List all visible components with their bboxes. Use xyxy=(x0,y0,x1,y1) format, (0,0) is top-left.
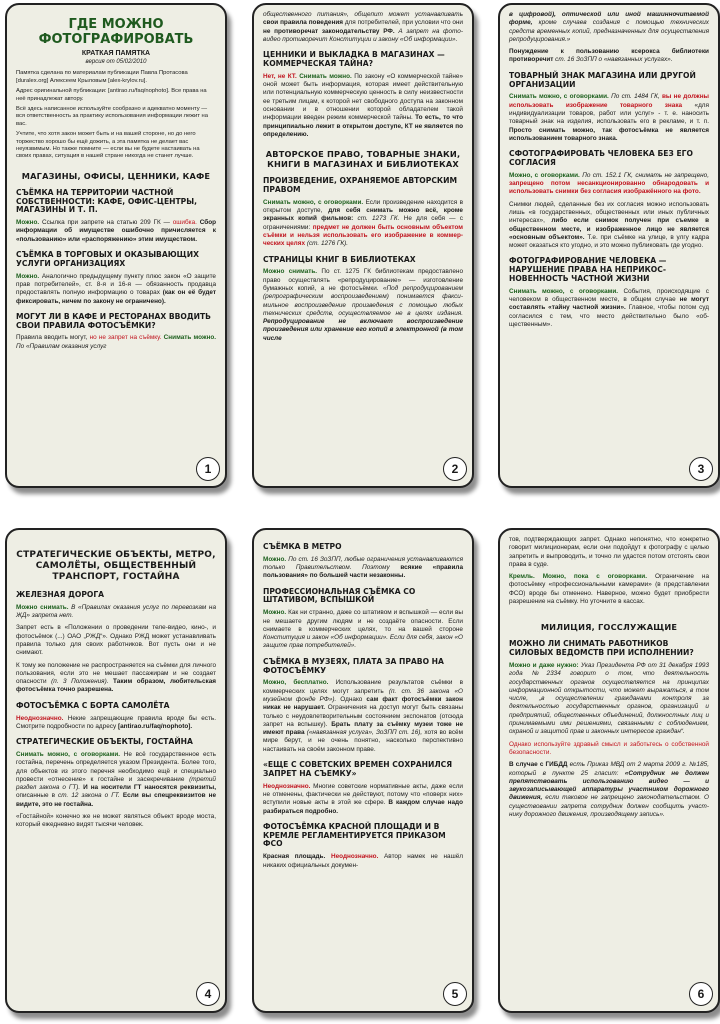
topic-text: Красная площадь. Неоднозначно. Автор намек не нашёл никаких официальных докумен- xyxy=(263,853,463,869)
topic-heading: СЪЁМКА В МЕТРО xyxy=(263,542,342,551)
topic-text: Запрет есть в «Положении о проведении теле-видео, кино-, и фотосъёмок (...) ОАО „РЖД“». Однако РЖД может устанавливать правила только для своих работников. Вот пусть они и не снимают. xyxy=(16,624,216,657)
topic-text: Можно. Как ни странно, даже со штативом и вспышкой — если вы не мешаете другим людям и не создаёте опасности. Если снимаете в коммерческих целях, то на вашей стороне Конституция и закон «Об информации». Если для себя, закон «О защите прав потребителей». xyxy=(263,609,464,650)
page-number: 5 xyxy=(443,982,467,1006)
card-2 xyxy=(252,3,474,488)
topic-heading: ЖЕЛЕЗНАЯ ДОРОГА xyxy=(16,590,105,599)
card-1 xyxy=(5,3,227,488)
topic-text: Можно. По ст. 16 ЗоЗПП, любые ограничения устанавливаются только Правительством. Поэтому всякие «правила пользования» по большей части незаконны. xyxy=(263,555,464,580)
page-number: 6 xyxy=(689,982,713,1006)
page-number: 2 xyxy=(443,457,467,481)
topic-heading: ФОТОГРАФИРОВАНИЕ ЧЕЛОВЕКА — НАРУШЕНИЕ ПРАВА НА НЕПРИКОСНОВЕННОСТЬ ЧАСТНОЙ ЖИЗНИ xyxy=(509,256,667,284)
topic-heading: ТОВАРНЫЙ ЗНАК МАГАЗИНА ИЛИ ДРУГОЙ ОРГАНИЗАЦИИ xyxy=(509,70,696,89)
topic-text: Можно. Аналогично предыдущему пункту плюс закон «О защите прав потребителей», ст. 8-я и 16-я — обязанность продавца предоставлять полную информацию о товарах (как он её будет фиксировать, ничем по закону не ограничено). xyxy=(16,272,216,305)
page-number: 4 xyxy=(196,982,220,1006)
topic-text: Снимки людей, сделанные без их согласия можно использовать лишь «в государственных, общественных или иных публичных интересах», либо если снимок получен при съемке в общественном месте, и изображенное лицо не является «основным объектом». Т.е. при съёмке на улице, в улгу кадра может оказаться кто угодно, и это можно публиковать где угодно. xyxy=(509,200,709,250)
topic-text: Правила вводить могут, но не запрет на съёмку. Снимать можно. По «Правилам оказания услуг xyxy=(16,334,217,350)
topic-text: Снимать можно, с оговорками. По ст. 1484 ГК, вы не должны использовать изображение товарного знака «для индивидуализации товаров, работ или услуг» - т. е. наносить товарный знак на изделия, использовать его в рекламе, и т. п. Просто снимать можно, так фотосъёмка не является использованием товарного знака. xyxy=(509,93,710,142)
memo-subtitle: КРАТКАЯ ПАМЯТКА xyxy=(81,50,151,57)
topic-text: Можно. Ссылка при запрете на статью 209 ГК — ошибка. Сбор информации об имуществе ошибочно причисляется к «пользованию» или «распоряжению» этим имуществом. xyxy=(16,219,217,243)
topic-text: Можно и даже нужно: Указ Президента РФ от 31 декабря 1993 года №2334 говорит о том, что деятельность государственных органов осуществляется на принципах информационной открытости, что может выражаться, в том числе, „в осуществлении гражданами контроля за деятельностью государственных органов, организаций и предприятий, общественных объединений, должностных лиц и принимаемыми ими решениями, связанными с соблюдением, охраной и защитой прав и законных интересов граждан“. xyxy=(509,661,710,736)
intro-paragraph: Памятка сделана по материалам публикации Павла Протасова [duralex.org] Алексеем Крыловым [alex-krylov.ru]. xyxy=(16,70,188,84)
intro-paragraph: Учтите, что хотя закон может быть и на вашей стороне, но до него торжество хорошо бы ещё дожить, а эта памятка не делает вас неуязвимым. Но также помните — если вы не будете настаивать на своих правах, ситуация в нашей стране никогда не станет лучше. xyxy=(16,131,200,160)
card-5 xyxy=(252,528,474,1013)
topic-text: тов, подтверждающих запрет. Однако непонятно, что конкретно говорит милиционерам, если они подойдут к фотографу с целью запретить и выпроводить, и точно ли удастся потом отстоять свои права в суде. xyxy=(509,536,709,568)
memo-title: ГДЕ МОЖНО ФОТОГРАФИРОВАТЬ xyxy=(38,17,194,47)
topic-heading: ЦЕННИКИ И ВЫКЛАДКА В МАГАЗИНАХ — КОММЕРЧЕСКАЯ ТАЙНА? xyxy=(263,50,445,68)
topic-text: Можно, бесплатно. Использование результатов съёмки в коммерческих целях могут запретить (п. ст. 36 закона «О музейном фонде РФ»). Однако сам факт фотосъёмки закон никак не нарушает. Ограничения на доступ могут быть связаны только с неудовлетворительным состоянием экспонатов (отсюда запрет на вспышку). Брать плату за съёмку музеи тоже не имеют права («навязанная услуга», ЗоЗПП ст. 16), хотя во всём мире берут, и не очень понятно, насколько перспективно настаивать на своём законном праве. xyxy=(263,679,464,753)
topic-heading: ФОТОСЪЁМКА КРАСНОЙ ПЛОЩАДИ И В КРЕМЛЕ РЕГЛАМЕНТИРУЕТСЯ ПРИКАЗОМ ФСО xyxy=(263,821,446,849)
topic-text: Однако используйте здравый смысл и заботьтесь о собственной безопасности. xyxy=(509,740,709,756)
topic-heading: СЪЁМКА В ТОРГОВЫХ И ОКАЗЫВАЮЩИХ УСЛУГИ ОРГАНИЗАЦИЯХ xyxy=(16,250,199,268)
section-heading: АВТОРСКОЕ ПРАВО, ТОВАРНЫЕ ЗНАКИ, КНИГИ В МАГАЗИНАХ И БИБЛИОТЕКАХ xyxy=(265,149,461,170)
topic-text: Можно снимать. В «Правилах оказания услуг по перевозкам на ЖД» запрета нет. xyxy=(16,603,216,620)
topic-heading: СЪЁМКА В МУЗЕЯХ, ПЛАТА ЗА ПРАВО НА ФОТОСЪЁМКУ xyxy=(263,656,444,675)
card-3 xyxy=(498,3,720,488)
page-number: 3 xyxy=(689,457,713,481)
memo-version: версия от 05/02/2010 xyxy=(85,59,147,65)
topic-text: в цифровой), оптической или иной машинночитаемой форме, кроме случаев создания с помощью технических средств временных копий, предназначенных для осуществления репродуцирования.» xyxy=(509,11,709,43)
topic-heading: ПРОФЕССИОНАЛЬНАЯ СЪЁМКА СО ШТАТИВОМ, ВСПЫШКОЙ xyxy=(263,586,416,605)
topic-text: общественного питания», общепит может устанавливать свои правила поведения для потребителей, при условии что они не противоречат законодательству РФ. А запрет на фото-видео противоречит Конституции и закону «Об информации». xyxy=(263,11,463,43)
topic-heading: СЪЁМКА НА ТЕРРИТОРИИ ЧАСТНОЙ СОБСТВЕННОСТИ: КАФЕ, ОФИС-ЦЕНТРЫ, МАГАЗИНЫ И Т. П. xyxy=(16,187,197,215)
topic-heading: СТРАНИЦЫ КНИГ В БИБЛИОТЕКАХ xyxy=(263,254,416,264)
topic-text: Понуждение к пользованию ксерокса библиотеки противоречит ст. 16 ЗоЗПП о «навязанных услугах». xyxy=(509,48,709,64)
topic-heading: «ЕЩЕ С СОВЕТСКИХ ВРЕМЕН СОХРАНИЛСЯ ЗАПРЕТ НА СЪЕМКУ» xyxy=(263,760,453,778)
section-heading: СТРАТЕГИЧЕСКИЕ ОБЪЕКТЫ, МЕТРО, САМОЛЁТЫ, ОБЩЕСТВЕННЫЙ ТРАНСПОРТ, ГОСТАЙНА xyxy=(16,550,216,582)
intro-paragraph: Адрес оригинальной публикации: [antirao.ru/faq/nophoto]. Все права на неё принадлежат автору. xyxy=(16,88,207,102)
page-number: 1 xyxy=(196,457,220,481)
topic-heading: СФОТОГРАФИРОВАТЬ ЧЕЛОВЕКА БЕЗ ЕГО СОГЛАСИЯ xyxy=(509,149,693,167)
topic-heading: МОЖНО ЛИ СНИМАТЬ РАБОТНИКОВ СИЛОВЫХ ВЕДОМСТВ ПРИ ИСПОЛНЕНИИ? xyxy=(509,639,694,658)
topic-text: Неоднозначно. Некие запрещающие правила вроде бы есть. Смотрите подробности по адресу [antirao.ru/faq/nophoto]. xyxy=(16,714,216,730)
section-heading: МАГАЗИНЫ, ОФИСЫ, ЦЕННИКИ, КАФЕ xyxy=(21,170,211,181)
topic-heading: ФОТОСЪЁМКА С БОРТА САМОЛЁТА xyxy=(16,700,170,710)
topic-text: Снимать можно, с оговорками. Если произведение находится в открытом доступе, для себя снимать можно всё, кроме экранных копий фильмов: ст. 1273 ГК. Не для себя — с ограничениями: предмет не должен быть основным объектом съёмки и нельзя использовать его изображение в коммерческих целях (ст. 1276 ГК). xyxy=(263,198,464,248)
topic-text: Можно снимать. По ст. 1275 ГК библиотекам предоставлено право осуществлять «репродуцирование» — изготовление бумажных копий, а не фотосъёмки. «Под репродуцированием (репрографическим воспроизведением) понимается факсимильное воспроизведение произведения с помощью любых технических средств, осуществляемое не в целях издания. Репродуцирование не включает воспроизведение произведения или хранение его копий в электронной (в том числе xyxy=(263,268,464,342)
topic-text: В случае с ГИБДД есть Приказ МВД от 2 марта 2009 г. №185, который в пункте 25 гласит: «Сотрудник не должен препятствовать использованию видео — и звукозаписывающей аппаратуры участником дорожного движения, если таковое не запрещено законодательством. О существовании запрета сотрудник должен сообщить участнику дорожного движения, производящему запись». xyxy=(509,761,709,819)
topic-text: Можно, с оговорками. По ст. 152.1 ГК, снимать не запрещено, запрещено потом несанкционированно обнародовать и использовать снимки без согласия изображённого на фото. xyxy=(509,171,709,196)
topic-heading: СТРАТЕГИЧЕСКИЕ ОБЪЕКТЫ, ГОСТАЙНА xyxy=(16,737,193,747)
topic-text: Снимать можно, с оговорками. Не всё государственное есть гостайна, перечень определяется указом Президента. Более того, для объектов из этого перечня необходимо ещё и специально провести «отнесение» к гостайне и засекречивание (третий раздел закона о ГТ). И на носители ГТ наносятся реквизиты, описанные в ст. 12 закона о ГТ. Если вы спецреквизитов не видите, это не гостайна. xyxy=(16,750,217,808)
card-4 xyxy=(5,528,227,1013)
topic-text: «Гостайной» конечно же не может являться объект вроде моста, который ежедневно видят тысячи человек. xyxy=(16,813,216,829)
topic-text: Неоднозначно. Многие советские нормативные акты, даже если не отменены, фактически не действуют, потому что «поверх них» вступили новые акты в этой же сфере. В каждом случае надо разбираться подробно. xyxy=(263,782,463,815)
card-6 xyxy=(498,528,720,1013)
topic-heading: ПРОИЗВЕДЕНИЕ, ОХРАНЯЕМОЕ АВТОРСКИМ ПРАВОМ xyxy=(263,176,458,194)
topic-text: Снимать можно, с оговорками. События, происходящие с человеком в общественном месте, в общем случае не могут составлять «тайну частной жизни». Главное, чтобы потом суд согласился с тем, что место действительно было «общественным». xyxy=(509,287,709,328)
intro-paragraph: Всё здесь написанное используйте сообразно и адекватно моменту — вся ответственность за практику использования информации лежит на вас. xyxy=(16,105,208,127)
topic-text: К тому же положение не распространяется на съёмки для личного пользования, если это не мешает пассажирам и не создает опасности (п. 3 Положения). Таким образом, любительская фотосъёмка точно разрешена. xyxy=(16,661,216,694)
topic-text: Кремль. Можно, пока с оговорками. Ограничение на фотосъёмку «профессиональными камерами» (в представлении ФСО) вроде бы отменено. Наверное, можно будет приобрести разрешение на съёмку. Но уточните в кассах. xyxy=(509,573,709,606)
section-heading: МИЛИЦИЯ, ГОССЛУЖАЩИЕ xyxy=(540,622,678,633)
topic-heading: МОГУТ ЛИ В КАФЕ И РЕСТОРАНАХ ВВОДИТЬ СВОИ ПРАВИЛА ФОТОСЪЁМКИ? xyxy=(16,311,211,330)
topic-text: Нет, не КТ. Снимать можно. По закону «О коммерческой тайне» оной может быть информация, которая имеет действительную или потенциальную коммерческую ценность в силу неизвестности ее третьим лицам, к которой нет свободного доступа на законном основании и в отношении которой обладателем такой информации введен режим коммерческой тайны. То есть, то что принципиально лежит в открытом доступе, КТ не является по определению. xyxy=(263,72,464,138)
